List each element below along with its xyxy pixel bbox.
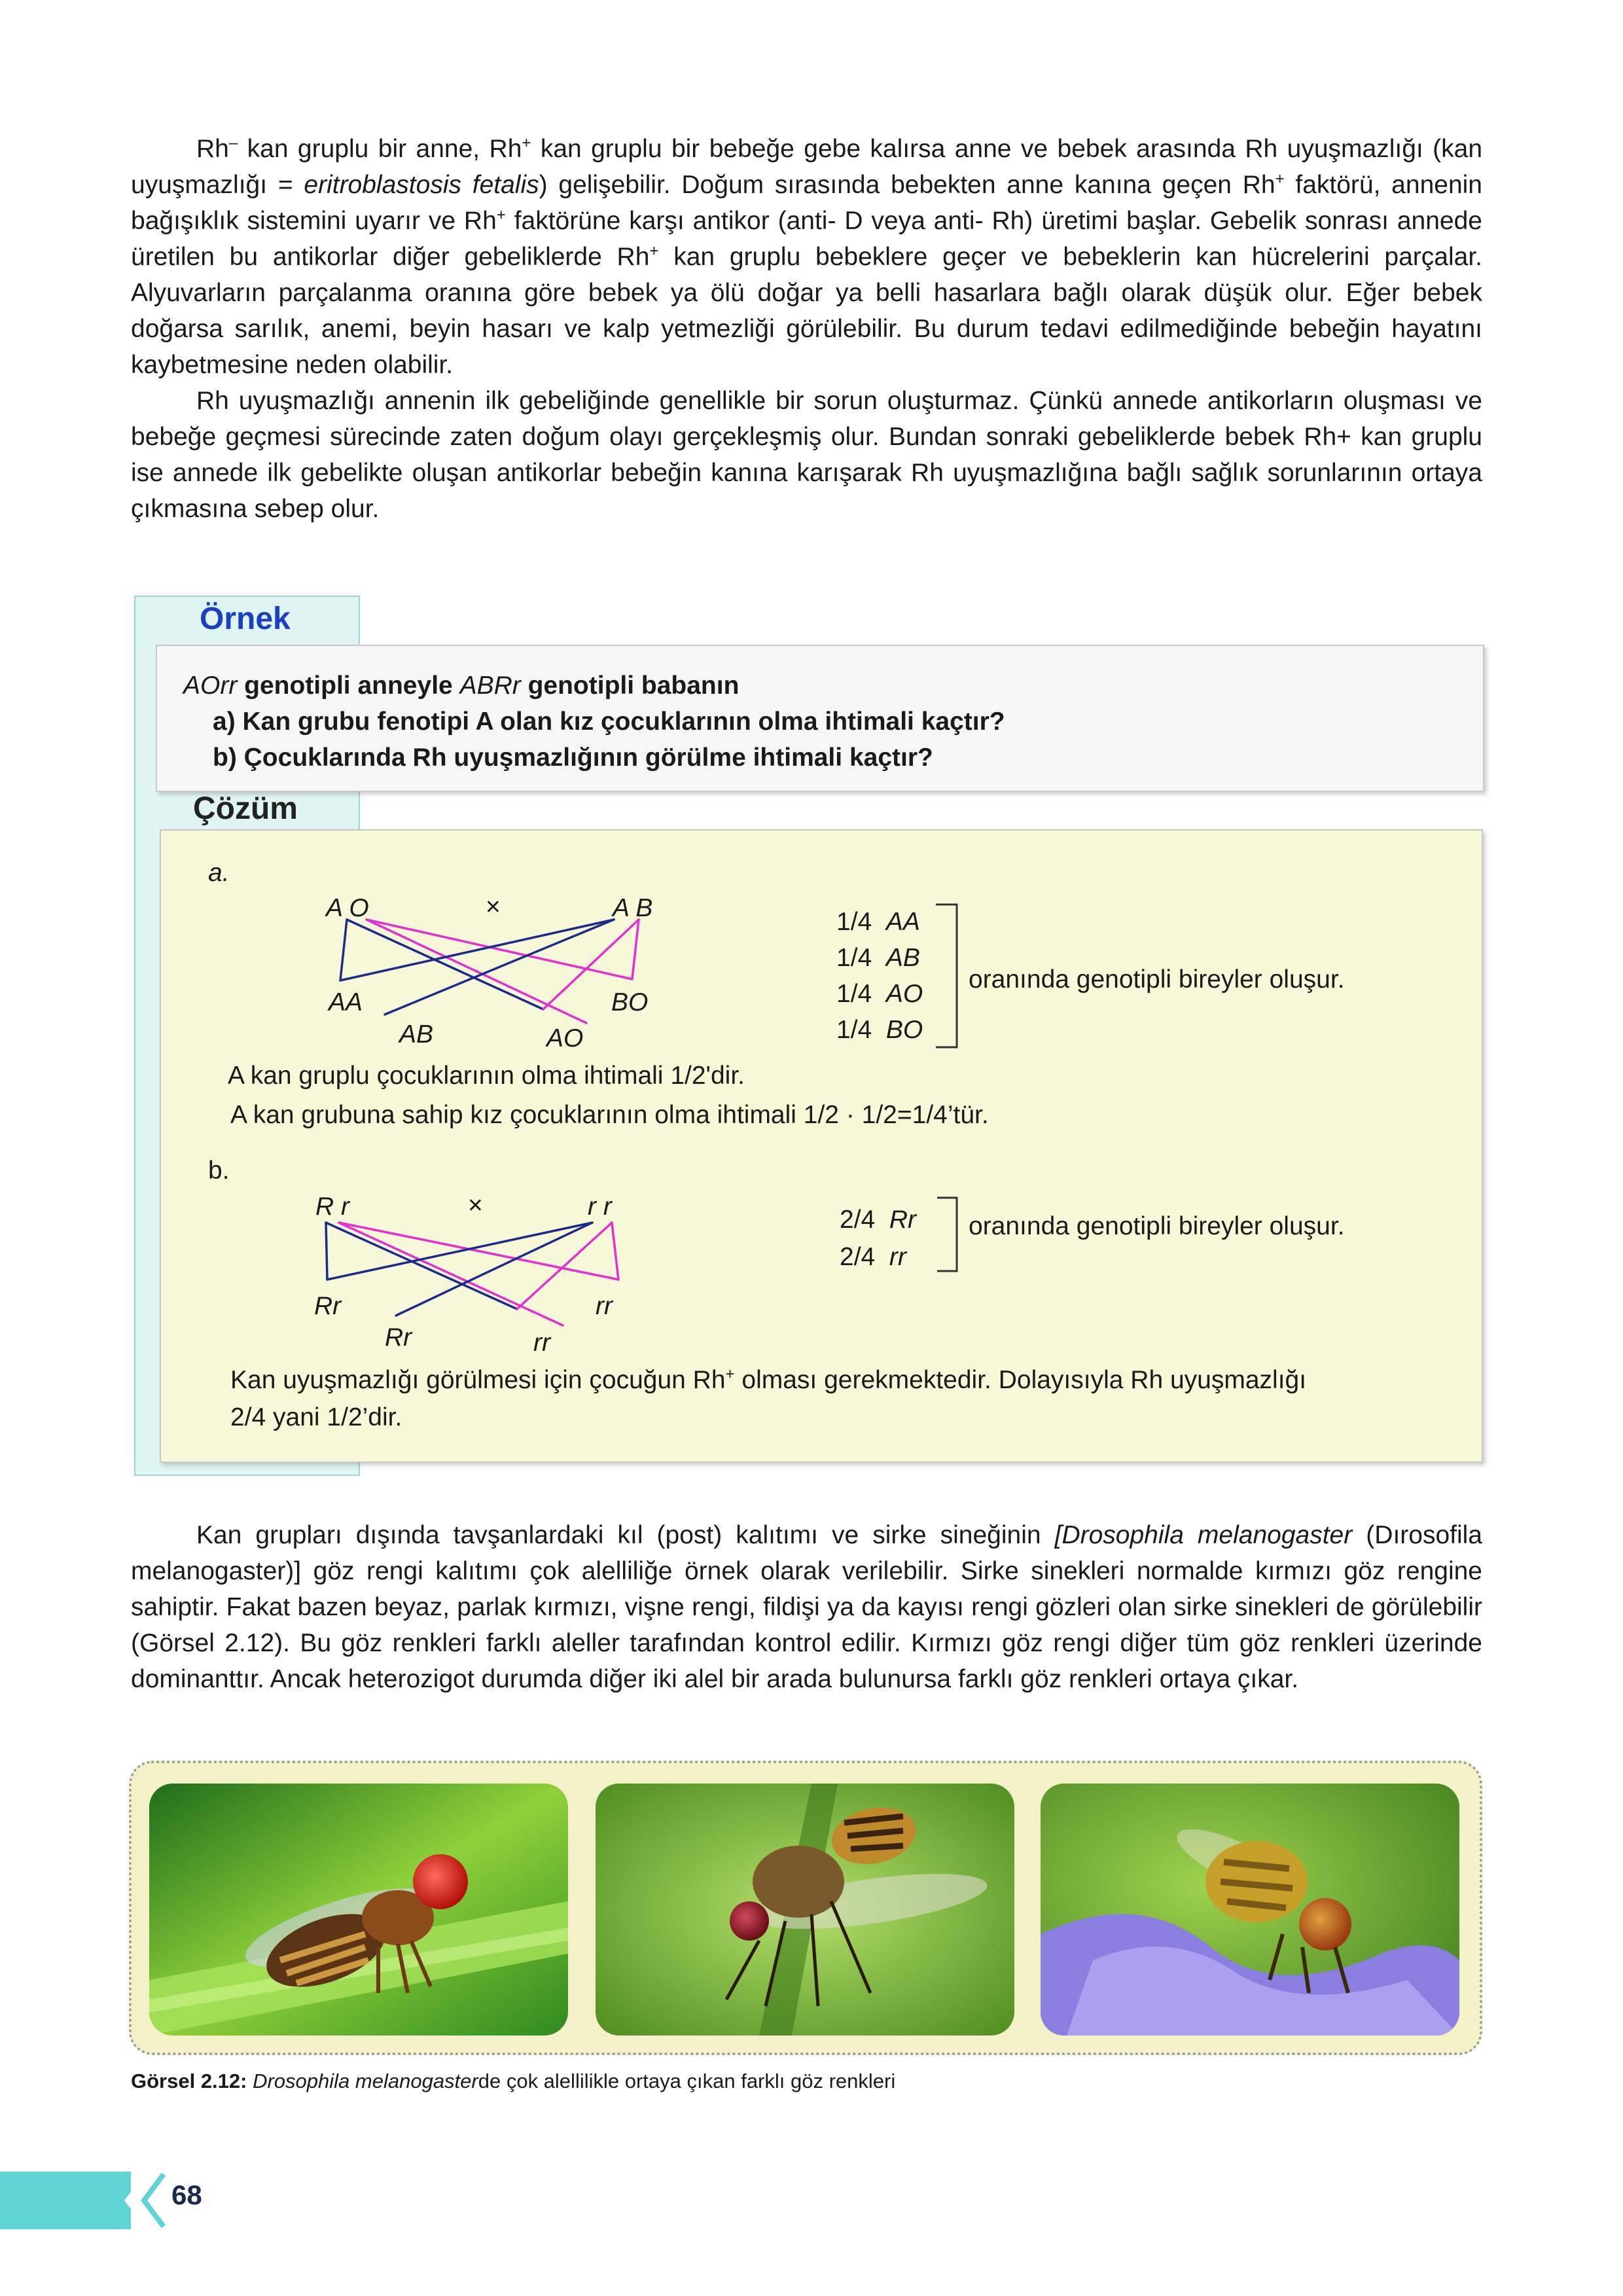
solution-b-conclusion-end: 2/4 yani 1/2’dir. (230, 1403, 402, 1431)
ratio-a-0: 1/4 AA (836, 908, 920, 936)
solution-a-line1: A kan gruplu çocuklarının olma ihtimali 1/2'dir. (228, 1062, 745, 1090)
bracket-b-text: oranında genotipli bireyler oluşur. (969, 1212, 1345, 1240)
question-b: b) Çocuklarında Rh uyuşmazlığının görülme ihtimali kaçtır? (213, 744, 933, 772)
offspring-a-1: AB (399, 1020, 434, 1049)
ratio-a-1: 1/4 AB (836, 944, 920, 972)
figure-caption: Görsel 2.12: Drosophila melanogasterde çok alellilikle ortaya çıkan farklı göz renkleri (131, 2070, 896, 2092)
offspring-a-3: BO (611, 988, 649, 1016)
cross-b-parent2: r r (588, 1193, 612, 1221)
ratio-a-2: 1/4 AO (836, 980, 923, 1008)
ratio-b-0: 2/4 Rr (840, 1206, 917, 1234)
cross-a-parent2: A B (613, 894, 653, 922)
cross-a-parent1: A O (326, 894, 369, 922)
offspring-b-3: rr (596, 1292, 613, 1320)
example-label: Örnek (200, 601, 291, 636)
ratio-a-3: 1/4 BO (836, 1016, 923, 1044)
offspring-b-2: rr (533, 1329, 550, 1357)
offspring-b-0: Rr (314, 1292, 342, 1320)
bracket-a-text: oranında genotipli bireyler oluşur. (969, 965, 1345, 994)
cross-b-symbol: × (468, 1191, 483, 1219)
ratio-b-1: 2/4 rr (840, 1243, 906, 1271)
solution-label: Çözüm (193, 791, 298, 826)
offspring-b-1: Rr (385, 1323, 412, 1352)
offspring-a-2: AO (546, 1024, 584, 1052)
solution-a-line2: A kan grubuna sahip kız çocuklarının olma ihtimali 1/2 · 1/2=1/4’tür. (230, 1101, 989, 1129)
question-a: a) Kan grubu fenotipi A olan kız çocuklarının olma ihtimali kaçtır? (213, 708, 1005, 736)
solution-b-conclusion: Kan uyuşmazlığı görülmesi için çocuğun Rh+ olması gerekmektedir. Dolayısıyla Rh uyuşmazlığı (230, 1365, 1307, 1394)
solution-b-label: b. (208, 1157, 230, 1185)
intro-paragraph-2: Rh uyuşmazlığı annenin ilk gebeliğinde genellikle bir sorun oluşturmaz. Çünkü annede antikorların oluşması ve bebeğe geçmesi sürecinde zaten doğum olayı gerçekleşmiş olur. Bundan sonraki gebeliklerde bebek Rh+ kan gruplu ise annede ilk gebelikte oluşan antikorlar bebeğin kanına karışarak Rh uyuşmazlığına bağlı sağlık sorunlarının ortaya çıkmasına sebep olur. (131, 387, 1482, 523)
cross-b-parent1: R r (315, 1193, 349, 1221)
solution-a-label: a. (208, 859, 230, 887)
body-paragraph-3: Kan grupları dışında tavşanlardaki kıl (post) kalıtımı ve sirke sineğinin [Drosophila melanogaster (Dırosofila melanogaster)] göz rengi kalıtımı çok alelliliğe örnek olarak verilebilir. Sirke sinekleri normalde kırmızı göz rengine sahiptir. Fakat bazen beyaz, parlak kırmızı, vişne rengi, fildişi ya da kayısı rengi gözleri olan sirke sinekleri de görülebilir (Görsel 2.12). Bu göz renkleri farklı aleller tarafından kontrol edilir. Kırmızı göz rengi diğer tüm göz renkleri üzerinde dominanttır. Ancak heterozigot durumda diğer iki alel bir arada bulunursa farklı göz renkleri ortaya çıkar. (131, 1521, 1483, 1693)
intro-paragraph-1: Rh– kan gruplu bir anne, Rh+ kan gruplu bir bebeğe gebe kalırsa anne ve bebek arasında Rh uyuşmazlığı (kan uyuşmazlığı = eritroblastosis fetalis) gelişebilir. Doğum sırasında bebekten anne kanına geçen Rh+ faktörü, annenin bağışıklık sistemini uyarır ve Rh+ faktörüne karşı antikor (anti- D veya anti- Rh) üretimi başlar. Gebelik sonrası annede üretilen bu antikorlar diğer gebeliklerde Rh+ kan gruplu bebeklere geçer ve bebeklerin kan hücrelerini parçalar. Alyuvarların parçalanma oranına göre bebek ya ölü doğar ya belli hasarlara bağlı olarak düşük olur. Eğer bebek doğarsa sarılık, anemi, beyin hasarı ve kalp yetmezliği görülebilir. Bu durum tedavi edilmediğinde bebeğin hayatını kaybetmesine neden olabilir. (131, 134, 1483, 379)
page-number: 68 (171, 2179, 202, 2210)
cross-a-symbol: × (486, 893, 501, 921)
offspring-a-0: AA (329, 988, 363, 1016)
question-text: AOrr genotipli anneyle ABRr genotipli babanın a) Kan grubu fenotipi A olan kız çocuklarının olma ihtimali kaçtır? b) Çocuklarında Rh uyuşmazlığının görülme ihtimali kaçtır? (183, 668, 1005, 776)
